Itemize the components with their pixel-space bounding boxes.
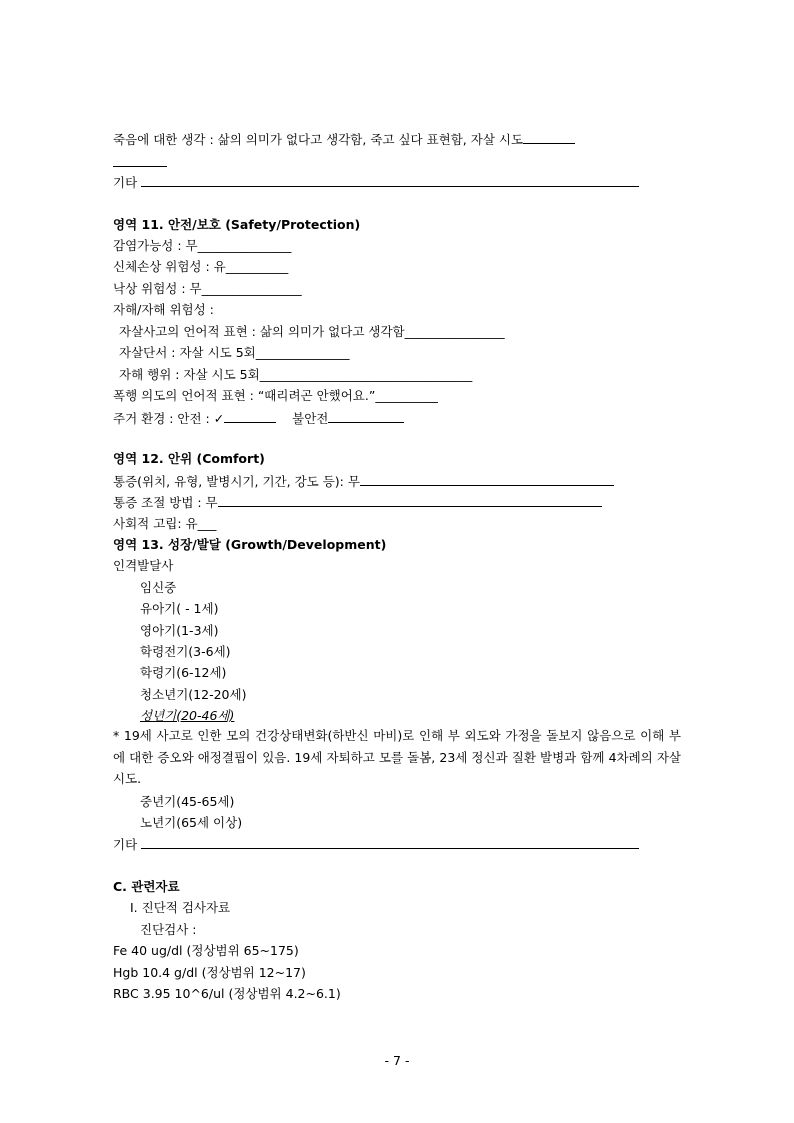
suicide-verbal-line: 자살사고의 언어적 표현 : 삶의 의미가 없다고 생각함________________: [119, 324, 505, 339]
housing-unsafe-label: 불안전: [292, 411, 329, 426]
other-label: 기타: [113, 175, 138, 190]
other-label: 기타: [113, 837, 138, 852]
selfharm-line: 자해/자해 위험성 :: [113, 302, 214, 317]
pain-control-text: 통증 조절 방법 : 무: [113, 495, 218, 510]
stage-middle: 중년기(45-65세): [140, 794, 235, 809]
section-13-title: 영역 13. 성장/발달 (Growth/Development): [113, 537, 387, 552]
blank-rule: [224, 410, 276, 423]
infection-line: 감염가능성 : 무_______________: [113, 238, 292, 253]
fall-line: 낙상 위험성 : 무________________: [113, 281, 302, 296]
injury-line: 신체손상 위험성 : 유__________: [113, 259, 289, 274]
diag-test-label: 진단검사 :: [140, 922, 197, 937]
blank-rule: [141, 174, 639, 187]
pain-control-line: [113, 494, 602, 511]
blank-rule: [328, 410, 404, 423]
diag-data-heading: Ⅰ. 진단적 검사자료: [130, 900, 231, 915]
stage-toddler: 영아기(1-3세): [140, 623, 219, 638]
suicide-clue-line: 자살단서 : 자살 시도 5회_______________: [119, 345, 350, 360]
death-thought-cont: [113, 154, 167, 171]
personality-line: 인격발달사: [113, 558, 174, 573]
section-c-title: C. 관련자료: [113, 879, 180, 894]
other-line-2: [113, 836, 639, 853]
development-note: * 19세 사고로 인한 모의 건강상태변화(하반신 마비)로 인해 부 외도와 가정을 돌보지 않음으로 이해 부에 대한 증오와 애정결핍이 있음. 19세 자퇴하고 모를 돌봄, 23세 정신과 질환 발병과 함께 4차례의 자살시도.: [113, 728, 681, 786]
death-thought-text: 죽음에 대한 생각 : 삶의 의미가 없다고 생각함, 죽고 싶다 표현함, 자살 시도: [113, 132, 524, 147]
stage-elder: 노년기(65세 이상): [140, 815, 243, 830]
housing-line: [113, 410, 404, 427]
page-number: - 7 -: [384, 1053, 410, 1068]
blank-rule: [360, 473, 614, 486]
section-12-title: 영역 12. 안위 (Comfort): [113, 451, 265, 466]
blank-rule: [113, 154, 167, 167]
hgb-line: Hgb 10.4 g/dl (정상범위 12~17): [113, 965, 306, 980]
blank-rule: [141, 836, 639, 849]
stage-preschool: 학령전기(3-6세): [140, 644, 231, 659]
stage-infant: 유아기( - 1세): [140, 601, 219, 616]
stage-pregnancy: 임신중: [140, 580, 177, 595]
housing-safe-label: 주거 환경 : 안전 : ✓: [113, 411, 225, 426]
blank-rule: [218, 494, 602, 507]
blank-rule: [523, 131, 575, 144]
stage-adult-selected: 성년기(20-46세): [140, 708, 235, 723]
section-11-title: 영역 11. 안전/보호 (Safety/Protection): [113, 217, 361, 232]
selfharm-act-line: 자해 행위 : 자살 시도 5회__________________________________: [119, 367, 473, 382]
isolation-line: 사회적 고립: 유___: [113, 516, 217, 531]
pain-line: [113, 473, 614, 490]
death-thought-line: [113, 131, 575, 148]
violence-line: 폭행 의도의 언어적 표현 : “때리려곤 안했어요.”__________: [113, 388, 438, 403]
stage-school: 학령기(6-12세): [140, 665, 227, 680]
other-line-1: [113, 174, 639, 191]
stage-adolescent: 청소년기(12-20세): [140, 687, 247, 702]
pain-text: 통증(위치, 유형, 발병시기, 기간, 강도 등): 무: [113, 474, 360, 489]
fe-line: Fe 40 ug/dl (정상범위 65~175): [113, 943, 299, 958]
rbc-line: RBC 3.95 10^6/ul (정상범위 4.2~6.1): [113, 986, 341, 1001]
